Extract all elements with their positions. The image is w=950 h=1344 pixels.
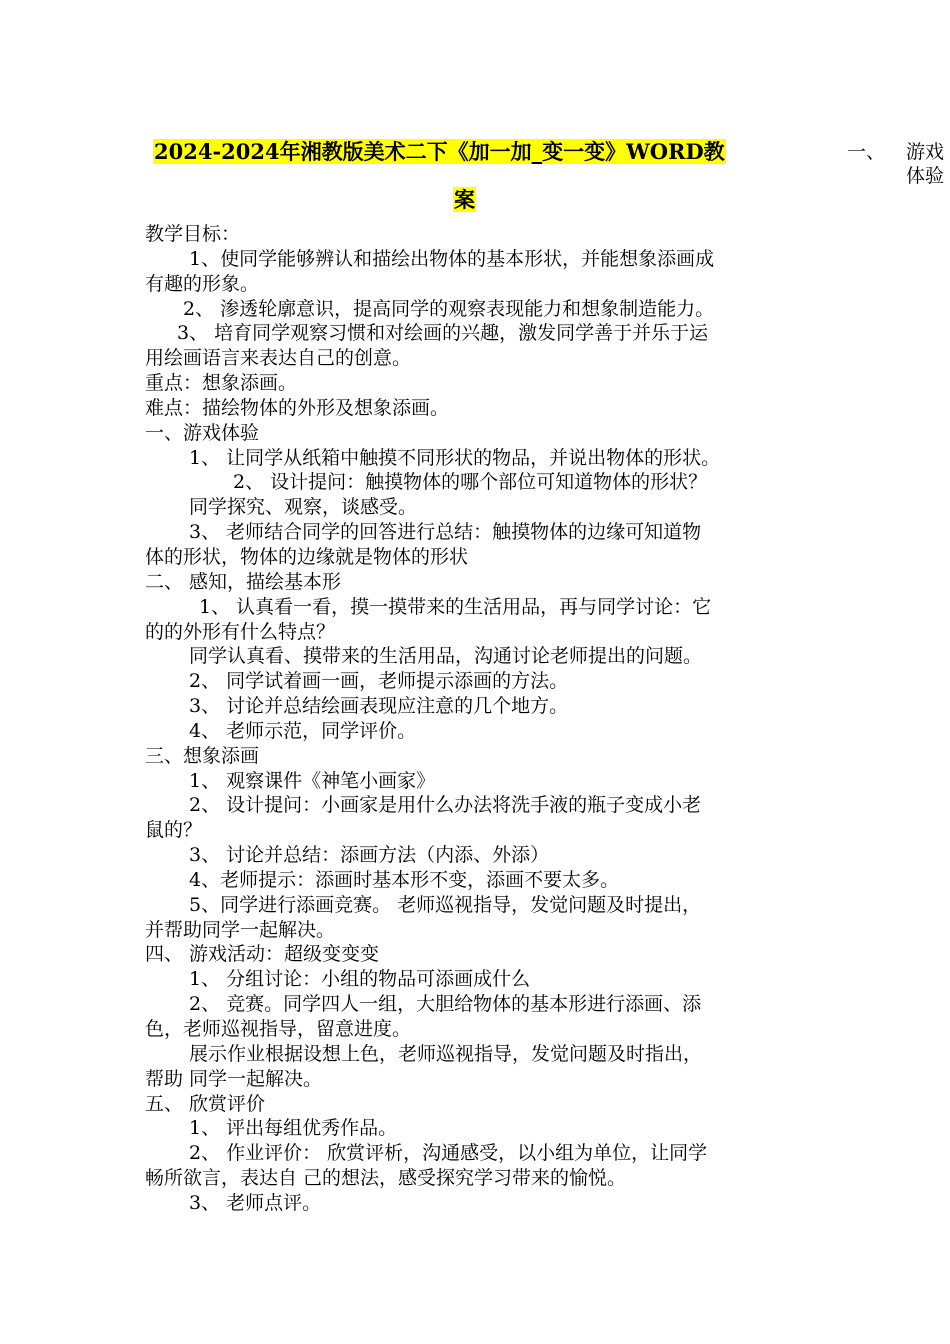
text-line: 4、 老师示范，同学评价。 bbox=[189, 719, 417, 742]
text-line: 3、 老师结合同学的回答进行总结：触摸物体的边缘可知道物 bbox=[189, 521, 702, 544]
text-line: 体的形状，物体的边缘就是物体的形状 bbox=[145, 545, 469, 568]
text-line: 展示作业根据设想上色，老师巡视指导，发觉问题及时指出， bbox=[189, 1042, 703, 1065]
text-line: 3、 讨论并总结绘画表现应注意的几个地方。 bbox=[189, 695, 569, 718]
text-line: 并帮助同学一起解决。 bbox=[145, 918, 336, 941]
title-highlight: 2024-2024年湘教版美术二下《加一加_变一变》WORD教 bbox=[154, 139, 725, 164]
side-note-number: 一、 bbox=[847, 141, 886, 163]
text-line: 同学认真看、摸带来的生活用品，沟通讨论老师提出的问题。 bbox=[189, 645, 703, 668]
text-line: 有趣的形象。 bbox=[145, 272, 260, 295]
text-line: 4、老师提示：添画时基本形不变，添画不要太多。 bbox=[189, 868, 620, 891]
text-line: 2、 竞赛。同学四人一组，大胆给物体的基本形进行添画、添 bbox=[189, 993, 702, 1016]
text-line: 2、 设计提问：触摸物体的哪个部位可知道物体的形状？ bbox=[233, 471, 708, 494]
side-note-text-1: 游戏 bbox=[906, 141, 945, 163]
text-line: 鼠的？ bbox=[145, 819, 203, 842]
text-line: 色，老师巡视指导，留意进度。 bbox=[145, 1018, 412, 1040]
text-line: 3、 培育同学观察习惯和对绘画的兴趣，激发同学善于并乐于运 bbox=[177, 322, 709, 345]
text-line: 3、 老师点评。 bbox=[189, 1191, 322, 1214]
text-line: 1、 让同学从纸箱中触摸不同形状的物品，并说出物体的形状。 bbox=[189, 446, 721, 469]
document-title-line-1 bbox=[153, 138, 726, 166]
text-line: 1、 分组讨论：小组的物品可添画成什么 bbox=[189, 968, 531, 991]
text-line: 二、 感知，描绘基本形 bbox=[145, 570, 342, 593]
text-line: 1、 评出每组优秀作品。 bbox=[189, 1117, 398, 1140]
text-line: 帮助 同学一起解决。 bbox=[145, 1067, 323, 1090]
text-line: 用绘画语言来表达自己的创意。 bbox=[145, 347, 412, 370]
text-line: 一、游戏体验 bbox=[145, 421, 260, 444]
text-line: 1、使同学能够辨认和描绘出物体的基本形状，并能想象添画成 bbox=[189, 247, 715, 270]
title-highlight: 案 bbox=[454, 187, 475, 212]
text-line: 1、 认真看一看，摸一摸带来的生活用品，再与同学讨论：它 bbox=[199, 595, 712, 618]
text-line: 1、 观察课件《神笔小画家》 bbox=[189, 769, 436, 792]
text-line: 三、想象添画 bbox=[145, 744, 260, 767]
text-line: 2、 渗透轮廓意识，提高同学的观察表现能力和想象制造能力。 bbox=[183, 297, 715, 320]
text-line: 难点：描绘物体的外形及想象添画。 bbox=[145, 396, 450, 419]
text-line: 畅所欲言，表达自 己的想法，感受探究学习带来的愉悦。 bbox=[145, 1167, 627, 1190]
text-line: 同学探究、观察，谈感受。 bbox=[189, 496, 418, 519]
text-line: 5、同学进行添画竞赛。 老师巡视指导，发觉问题及时提出， bbox=[189, 893, 702, 916]
text-line: 2、 同学试着画一画，老师提示添画的方法。 bbox=[189, 670, 569, 693]
text-line: 2、 设计提问：小画家是用什么办法将洗手液的瓶子变成小老 bbox=[189, 794, 702, 817]
text-line: 重点：想象添画。 bbox=[145, 372, 298, 395]
document-title-line-2 bbox=[453, 186, 476, 214]
text-line: 2、 作业评价： 欣赏评析，沟通感受，以小组为单位，让同学 bbox=[189, 1142, 708, 1165]
text-line: 3、 讨论并总结：添画方法（内添、外添） bbox=[189, 844, 550, 867]
text-line: 五、 欣赏评价 bbox=[145, 1092, 266, 1115]
text-line: 四、 游戏活动：超级变变变 bbox=[145, 943, 380, 966]
text-line: 教学目标： bbox=[145, 223, 241, 245]
text-line: 的的外形有什么特点？ bbox=[145, 620, 336, 643]
document-body bbox=[145, 222, 835, 1216]
side-note-text-2: 体验 bbox=[906, 165, 945, 187]
